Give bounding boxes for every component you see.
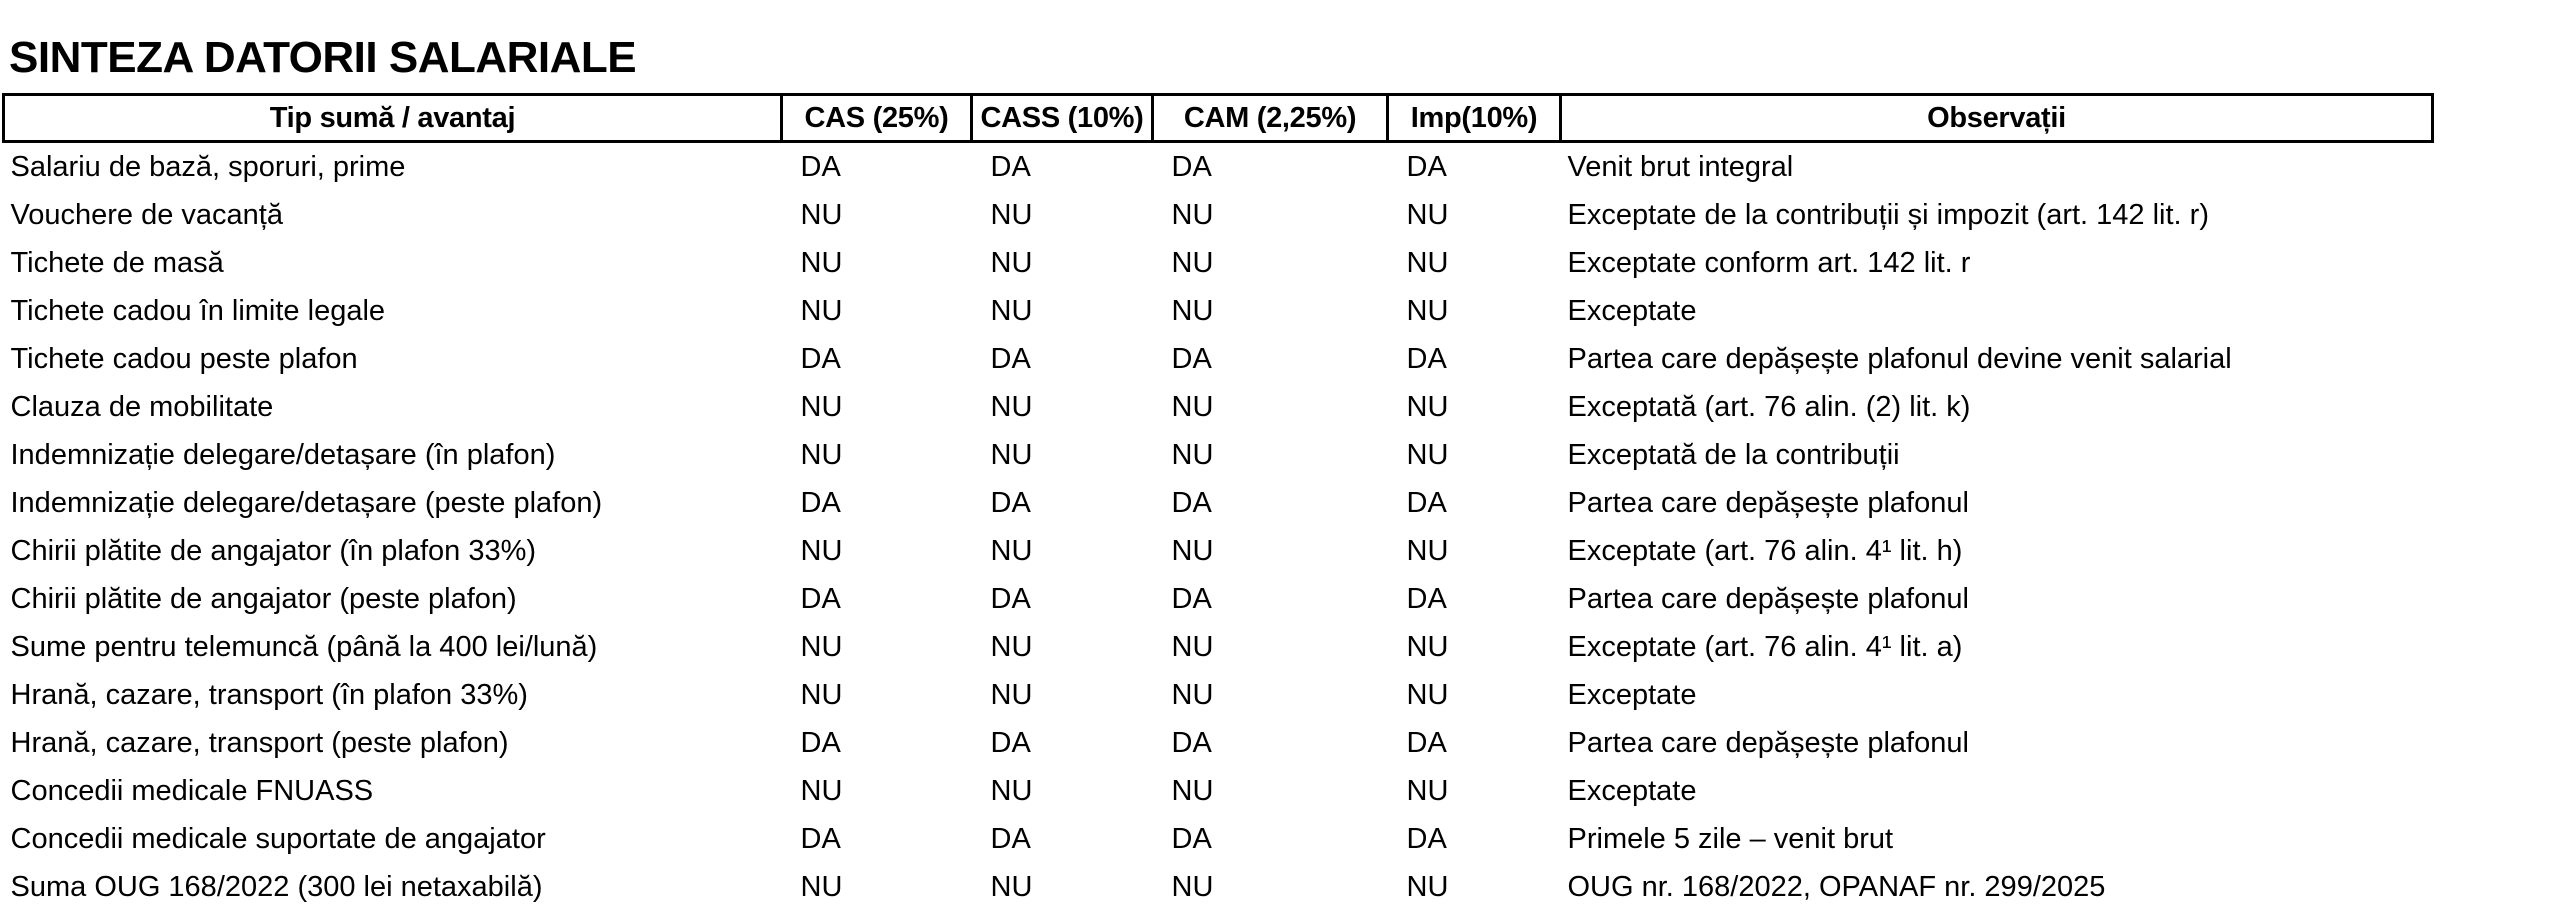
cell-cam: DA: [1153, 575, 1388, 623]
cell-tax: NU: [1388, 191, 1561, 239]
cell-cass: DA: [972, 719, 1153, 767]
salary-obligations-table: [2, 93, 2434, 911]
cell-tax: NU: [1388, 623, 1561, 671]
cell-notes: Partea care depășește plafonul: [1561, 479, 2433, 527]
cell-cas: DA: [782, 479, 972, 527]
header-row: [4, 95, 2433, 142]
table-row: [4, 191, 2433, 239]
cell-type: Concedii medicale FNUASS: [4, 767, 782, 815]
cell-tax: NU: [1388, 287, 1561, 335]
cell-tax: NU: [1388, 431, 1561, 479]
cell-notes: Exceptată de la contribuții: [1561, 431, 2433, 479]
cell-cam: NU: [1153, 191, 1388, 239]
cell-tax: NU: [1388, 671, 1561, 719]
cell-notes: Exceptate: [1561, 671, 2433, 719]
cell-cass: DA: [972, 575, 1153, 623]
table-row: [4, 239, 2433, 287]
cell-cass: DA: [972, 142, 1153, 192]
cell-cam: NU: [1153, 623, 1388, 671]
cell-cass: DA: [972, 335, 1153, 383]
column-header-cass: CASS (10%): [972, 95, 1153, 142]
cell-cam: NU: [1153, 383, 1388, 431]
cell-cass: NU: [972, 239, 1153, 287]
cell-cas: NU: [782, 431, 972, 479]
cell-tax: NU: [1388, 767, 1561, 815]
cell-type: Vouchere de vacanță: [4, 191, 782, 239]
cell-type: Hrană, cazare, transport (peste plafon): [4, 719, 782, 767]
table-row: [4, 767, 2433, 815]
table-row: [4, 142, 2433, 192]
cell-notes: Exceptate: [1561, 767, 2433, 815]
cell-notes: OUG nr. 168/2022, OPANAF nr. 299/2025: [1561, 863, 2433, 911]
cell-tax: DA: [1388, 479, 1561, 527]
table-row: [4, 863, 2433, 911]
cell-tax: DA: [1388, 575, 1561, 623]
cell-notes: Exceptată (art. 76 alin. (2) lit. k): [1561, 383, 2433, 431]
cell-cass: DA: [972, 479, 1153, 527]
cell-type: Indemnizație delegare/detașare (în plafon): [4, 431, 782, 479]
cell-notes: Exceptate (art. 76 alin. 4¹ lit. a): [1561, 623, 2433, 671]
cell-cas: NU: [782, 767, 972, 815]
cell-cas: NU: [782, 239, 972, 287]
column-header-notes: Observații: [1561, 95, 2433, 142]
column-header-tax: Imp(10%): [1388, 95, 1561, 142]
cell-notes: Partea care depășește plafonul devine venit salarial: [1561, 335, 2433, 383]
cell-cass: NU: [972, 191, 1153, 239]
cell-cam: DA: [1153, 142, 1388, 192]
cell-cam: NU: [1153, 527, 1388, 575]
cell-type: Tichete cadou în limite legale: [4, 287, 782, 335]
cell-notes: Exceptate de la contribuții și impozit (art. 142 lit. r): [1561, 191, 2433, 239]
cell-cass: NU: [972, 383, 1153, 431]
cell-cass: NU: [972, 767, 1153, 815]
cell-cas: DA: [782, 815, 972, 863]
cell-tax: DA: [1388, 142, 1561, 192]
cell-notes: Exceptate conform art. 142 lit. r: [1561, 239, 2433, 287]
cell-cam: NU: [1153, 287, 1388, 335]
cell-type: Chirii plătite de angajator (în plafon 33%): [4, 527, 782, 575]
cell-type: Salariu de bază, sporuri, prime: [4, 142, 782, 192]
cell-type: Concedii medicale suportate de angajator: [4, 815, 782, 863]
cell-cas: NU: [782, 863, 972, 911]
table-row: [4, 815, 2433, 863]
cell-cam: NU: [1153, 767, 1388, 815]
cell-type: Tichete de masă: [4, 239, 782, 287]
cell-cas: NU: [782, 671, 972, 719]
cell-tax: NU: [1388, 383, 1561, 431]
cell-cas: NU: [782, 623, 972, 671]
table-row: [4, 431, 2433, 479]
cell-tax: DA: [1388, 815, 1561, 863]
cell-notes: Exceptate (art. 76 alin. 4¹ lit. h): [1561, 527, 2433, 575]
cell-cam: DA: [1153, 335, 1388, 383]
cell-notes: Partea care depășește plafonul: [1561, 719, 2433, 767]
table-row: [4, 623, 2433, 671]
table-header: [4, 95, 2433, 142]
table-row: [4, 479, 2433, 527]
cell-type: Chirii plătite de angajator (peste plafon): [4, 575, 782, 623]
table-row: [4, 527, 2433, 575]
cell-cass: NU: [972, 671, 1153, 719]
page-title: SINTEZA DATORII SALARIALE: [9, 28, 636, 88]
cell-tax: DA: [1388, 335, 1561, 383]
cell-cas: DA: [782, 335, 972, 383]
cell-type: Tichete cadou peste plafon: [4, 335, 782, 383]
cell-cass: NU: [972, 431, 1153, 479]
table-row: [4, 287, 2433, 335]
cell-cas: NU: [782, 527, 972, 575]
cell-tax: NU: [1388, 863, 1561, 911]
cell-type: Suma OUG 168/2022 (300 lei netaxabilă): [4, 863, 782, 911]
cell-type: Sume pentru telemuncă (până la 400 lei/lună): [4, 623, 782, 671]
table-row: [4, 719, 2433, 767]
cell-type: Hrană, cazare, transport (în plafon 33%): [4, 671, 782, 719]
cell-cam: DA: [1153, 719, 1388, 767]
cell-cam: DA: [1153, 815, 1388, 863]
cell-notes: Venit brut integral: [1561, 142, 2433, 192]
column-header-cam: CAM (2,25%): [1153, 95, 1388, 142]
cell-type: Clauza de mobilitate: [4, 383, 782, 431]
cell-cam: NU: [1153, 863, 1388, 911]
cell-cass: NU: [972, 287, 1153, 335]
cell-tax: DA: [1388, 719, 1561, 767]
table-row: [4, 383, 2433, 431]
cell-notes: Exceptate: [1561, 287, 2433, 335]
cell-cam: NU: [1153, 431, 1388, 479]
table-row: [4, 575, 2433, 623]
cell-cas: DA: [782, 719, 972, 767]
cell-cas: NU: [782, 287, 972, 335]
column-header-cas: CAS (25%): [782, 95, 972, 142]
cell-cas: DA: [782, 575, 972, 623]
cell-cas: DA: [782, 142, 972, 192]
column-header-type: Tip sumă / avantaj: [4, 95, 782, 142]
cell-tax: NU: [1388, 527, 1561, 575]
cell-cas: NU: [782, 191, 972, 239]
table-body: [4, 142, 2433, 911]
cell-cass: DA: [972, 815, 1153, 863]
cell-tax: NU: [1388, 239, 1561, 287]
cell-cas: NU: [782, 383, 972, 431]
table-row: [4, 335, 2433, 383]
cell-cass: NU: [972, 527, 1153, 575]
cell-type: Indemnizație delegare/detașare (peste plafon): [4, 479, 782, 527]
cell-cam: NU: [1153, 671, 1388, 719]
cell-notes: Partea care depășește plafonul: [1561, 575, 2433, 623]
cell-notes: Primele 5 zile – venit brut: [1561, 815, 2433, 863]
cell-cass: NU: [972, 623, 1153, 671]
cell-cass: NU: [972, 863, 1153, 911]
cell-cam: NU: [1153, 239, 1388, 287]
cell-cam: DA: [1153, 479, 1388, 527]
table-row: [4, 671, 2433, 719]
